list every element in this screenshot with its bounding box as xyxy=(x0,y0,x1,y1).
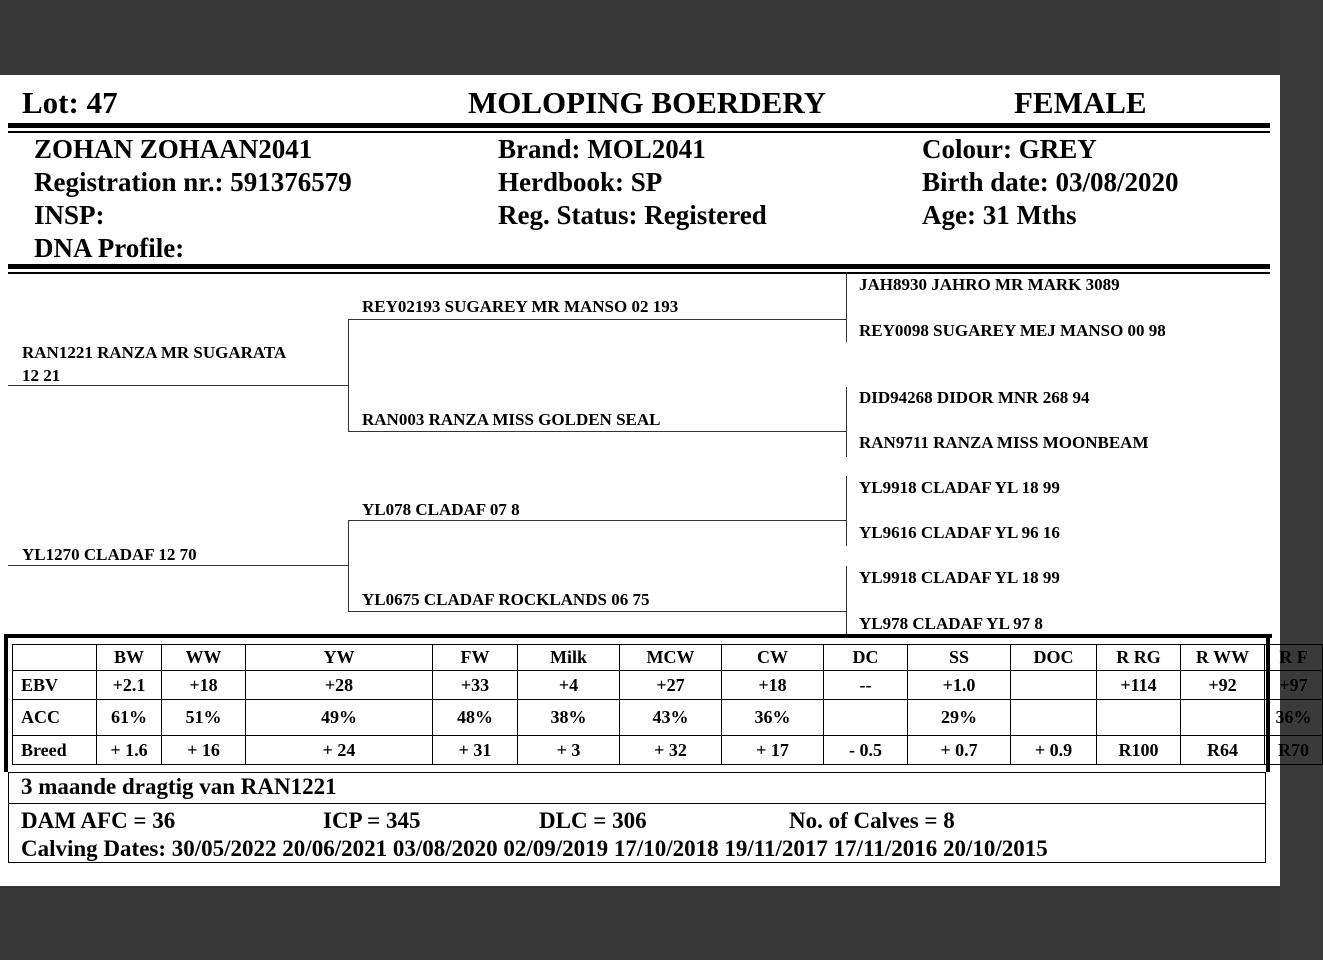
brand-field: Brand: MOL2041 xyxy=(498,134,706,164)
breed-cell: + 32 xyxy=(620,736,722,765)
info-rule-thin xyxy=(8,272,1270,274)
acc-cell: 49% xyxy=(246,700,433,736)
ebv-cell: +18 xyxy=(722,671,824,700)
ebv-header-cell: CW xyxy=(722,645,824,671)
dam-afc: DAM AFC = 36 xyxy=(21,808,176,833)
ebv-cell: -- xyxy=(824,671,908,700)
acc-cell xyxy=(1097,700,1181,736)
calving-box xyxy=(8,803,1266,863)
acc-cell xyxy=(1181,700,1265,736)
dd-bracket xyxy=(846,566,847,636)
acc-cell: 36% xyxy=(722,700,824,736)
ebv-cell: +18 xyxy=(162,671,246,700)
ebv-header-cell: SS xyxy=(908,645,1011,671)
acc-cell: 51% xyxy=(162,700,246,736)
ebv-cell: +1.0 xyxy=(908,671,1011,700)
birth-date-field: Birth date: 03/08/2020 xyxy=(922,167,1179,197)
acc-cell: 29% xyxy=(908,700,1011,736)
ebv-frame-top xyxy=(4,634,1272,638)
ebv-header-cell: BW xyxy=(97,645,162,671)
acc-cell: 61% xyxy=(97,700,162,736)
dna-profile-field: DNA Profile: xyxy=(34,233,185,263)
breed-cell: + 0.7 xyxy=(908,736,1011,765)
breed-cell: R100 xyxy=(1097,736,1181,765)
sire-name: RAN1221 RANZA MR SUGARATA xyxy=(22,343,287,362)
acc-cell: 36% xyxy=(1265,700,1323,736)
ebv-cell: +114 xyxy=(1097,671,1181,700)
animal-name: ZOHAN ZOHAAN2041 xyxy=(34,134,313,164)
pregnancy-box xyxy=(8,772,1266,804)
dam-bracket xyxy=(348,520,349,612)
breed-row-label: Breed xyxy=(13,736,97,765)
breed-cell: + 1.6 xyxy=(97,736,162,765)
registration-number: Registration nr.: 591376579 xyxy=(34,167,352,197)
insp-field: INSP: xyxy=(34,200,105,230)
acc-cell: 38% xyxy=(518,700,620,736)
herdbook-field: Herdbook: SP xyxy=(498,167,663,197)
breed-cell: - 0.5 xyxy=(824,736,908,765)
ebv-cell: +28 xyxy=(246,671,433,700)
ebv-frame-left xyxy=(4,634,8,772)
top-dark-band xyxy=(0,0,1280,75)
ebv-header-cell: WW xyxy=(162,645,246,671)
ebv-header-cell: DOC xyxy=(1011,645,1097,671)
calving-dates: Calving Dates: 30/05/2022 20/06/2021 03/08/2020 02/09/2019 17/10/2018 19/11/2017 17/11/2016 20/10/2015 xyxy=(21,836,1048,861)
ebv-header-cell: YW xyxy=(246,645,433,671)
sire-dam-name: RAN003 RANZA MISS GOLDEN SEAL xyxy=(362,410,661,429)
ebv-header-cell: R RG xyxy=(1097,645,1181,671)
ds-line xyxy=(348,520,846,521)
sire-bracket xyxy=(348,319,349,432)
sire-name-line2: 12 21 xyxy=(22,366,61,385)
ebv-table xyxy=(12,644,1323,765)
lot-sheet xyxy=(0,75,1312,886)
ebv-row-label: EBV xyxy=(13,671,97,700)
ebv-row xyxy=(13,671,1323,700)
sd-line xyxy=(348,431,846,432)
ss-line xyxy=(348,319,846,320)
info-rule-thick xyxy=(8,264,1270,269)
breed-cell: + 16 xyxy=(162,736,246,765)
gg-ssd-name: REY0098 SUGAREY MEJ MANSO 00 98 xyxy=(859,321,1166,340)
breed-cell: + 3 xyxy=(518,736,620,765)
breed-cell: + 17 xyxy=(722,736,824,765)
sd-bracket xyxy=(846,387,847,457)
ebv-header-cell: Milk xyxy=(518,645,620,671)
dam-sire-name: YL078 CLADAF 07 8 xyxy=(362,500,520,519)
gg-dsd-name: YL9616 CLADAF YL 96 16 xyxy=(859,523,1060,542)
ss-bracket xyxy=(846,272,847,342)
ebv-header-cell xyxy=(13,645,97,671)
breed-cell: + 24 xyxy=(246,736,433,765)
dam-line xyxy=(8,565,348,566)
breed-cell: + 0.9 xyxy=(1011,736,1097,765)
gg-sss-name: JAH8930 JAHRO MR MARK 3089 xyxy=(859,275,1120,294)
acc-row-label: ACC xyxy=(13,700,97,736)
gg-dds-name: YL9918 CLADAF YL 18 99 xyxy=(859,568,1060,587)
dam-dam-name: YL0675 CLADAF ROCKLANDS 06 75 xyxy=(362,590,650,609)
breed-cell: R64 xyxy=(1181,736,1265,765)
ebv-header-row xyxy=(13,645,1323,671)
pregnancy-note: 3 maande dragtig van RAN1221 xyxy=(21,774,337,799)
ebv-cell: +27 xyxy=(620,671,722,700)
ebv-cell xyxy=(1011,671,1097,700)
sex-label: FEMALE xyxy=(1014,85,1147,120)
lot-number: Lot: 47 xyxy=(22,85,118,120)
dlc-value: DLC = 306 xyxy=(539,808,647,833)
calves-count: No. of Calves = 8 xyxy=(789,808,955,833)
acc-row xyxy=(13,700,1323,736)
gg-sds-name: DID94268 DIDOR MNR 268 94 xyxy=(859,388,1090,407)
age-field: Age: 31 Mths xyxy=(922,200,1077,230)
acc-cell xyxy=(1011,700,1097,736)
acc-cell xyxy=(824,700,908,736)
ds-bracket xyxy=(846,476,847,546)
ebv-header-cell: FW xyxy=(433,645,518,671)
sire-sire-name: REY02193 SUGAREY MR MANSO 02 193 xyxy=(362,297,679,316)
ebv-header-cell: DC xyxy=(824,645,908,671)
header-rule-thick xyxy=(8,123,1270,128)
acc-cell: 48% xyxy=(433,700,518,736)
dd-line xyxy=(348,611,846,612)
ebv-header-cell: R WW xyxy=(1181,645,1265,671)
gg-sdd-name: RAN9711 RANZA MISS MOONBEAM xyxy=(859,433,1149,452)
breed-cell: + 31 xyxy=(433,736,518,765)
gg-dss-name: YL9918 CLADAF YL 18 99 xyxy=(859,478,1060,497)
ebv-header-cell: MCW xyxy=(620,645,722,671)
bottom-dark-band xyxy=(0,886,1280,960)
ebv-cell: +97 xyxy=(1265,671,1323,700)
gg-ddd-name: YL978 CLADAF YL 97 8 xyxy=(859,614,1043,633)
icp-value: ICP = 345 xyxy=(323,808,421,833)
breeder-name: MOLOPING BOERDERY xyxy=(468,85,827,120)
ebv-cell: +33 xyxy=(433,671,518,700)
dam-name: YL1270 CLADAF 12 70 xyxy=(22,545,197,564)
ebv-cell: +4 xyxy=(518,671,620,700)
ebv-cell: +2.1 xyxy=(97,671,162,700)
ebv-cell: +92 xyxy=(1181,671,1265,700)
ebv-header-cell: R F xyxy=(1265,645,1323,671)
breed-cell: R70 xyxy=(1265,736,1323,765)
colour-field: Colour: GREY xyxy=(922,134,1097,164)
breed-row xyxy=(13,736,1323,765)
acc-cell: 43% xyxy=(620,700,722,736)
reg-status-field: Reg. Status: Registered xyxy=(498,200,767,230)
